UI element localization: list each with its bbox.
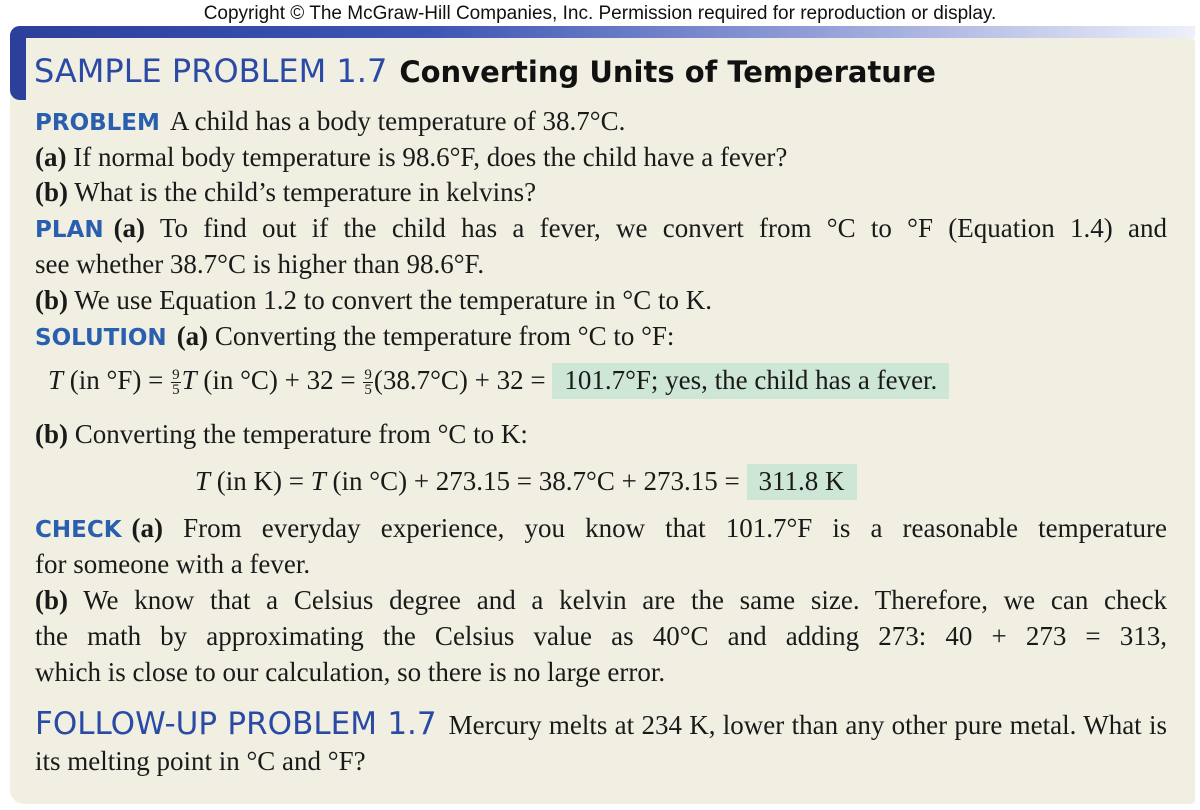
- header-accent-bar: [10, 26, 1195, 38]
- plan-b-tag: (b): [35, 285, 68, 315]
- equation-fahrenheit: [48, 365, 949, 397]
- plan-b-text: We use Equation 1.2 to convert the temperature in °C to K.: [74, 285, 712, 315]
- solution-part-b: [35, 416, 528, 452]
- solution-b-text: Converting the temperature from °C to K:: [74, 419, 528, 449]
- plan-line-2: [35, 246, 484, 282]
- problem-label: PROBLEM: [35, 110, 160, 136]
- check-b-text-2: the math by approximating the Celsius value as 40°C and adding 273: 40 + 273 = 313,: [35, 621, 1167, 651]
- check-line-4: [35, 618, 1167, 654]
- check-line-5: [35, 654, 665, 690]
- check-b-tag: (b): [35, 585, 68, 615]
- problem-line: [35, 103, 625, 141]
- follow-up-title: FOLLOW-UP PROBLEM 1.7: [35, 706, 437, 742]
- check-b-text-1: We know that a Celsius degree and a kelvin are the same size. Therefore, we can check: [83, 585, 1167, 615]
- eq2-answer-highlight: 311.8 K: [747, 464, 857, 500]
- copyright-notice: Copyright © The McGraw-Hill Companies, Inc. Permission required for reproduction or display.: [203, 3, 997, 24]
- check-a-text-1: From everyday experience, you know that 101.7°F is a reasonable temperature: [183, 513, 1168, 543]
- check-b-text-3: which is close to our calculation, so there is no large error.: [35, 657, 666, 687]
- problem-b-tag: (b): [35, 177, 68, 207]
- eq1-t-symbol-2: T: [181, 365, 197, 395]
- eq2-t-symbol: T: [195, 466, 211, 496]
- follow-up-text: Mercury melts at 234 K, lower than any other pure metal. What is its melting point in °C and °F?: [35, 710, 1167, 776]
- follow-up-problem: [35, 706, 1167, 779]
- eq1-t-symbol: T: [48, 365, 64, 395]
- equation-kelvin: [195, 466, 857, 497]
- eq1-mid: (in °C) + 32 =: [203, 365, 363, 395]
- plan-label: PLAN: [35, 217, 104, 243]
- problem-part-b: [35, 174, 536, 210]
- check-line-1: [35, 510, 1167, 548]
- solution-a-text: Converting the temperature from °C to °F:: [214, 321, 675, 351]
- sample-problem-title: [34, 52, 936, 90]
- eq2-mid: (in °C) + 273.15 = 38.7°C + 273.15 =: [332, 466, 747, 496]
- eq1-lhs: (in °F) =: [69, 365, 171, 395]
- problem-b-text: What is the child’s temperature in kelvins?: [74, 177, 537, 207]
- plan-part-b: [35, 282, 712, 318]
- solution-b-tag: (b): [35, 419, 68, 449]
- plan-line-1: [35, 210, 1167, 248]
- solution-line: [35, 318, 674, 356]
- plan-a-text-1: To find out if the child has a fever, we convert from °C to °F (Equation 1.4) and: [159, 213, 1167, 243]
- solution-label: SOLUTION: [35, 325, 167, 351]
- eq2-t-symbol-2: T: [310, 466, 326, 496]
- eq1-fraction-1: $\frac{9}{5}$: [172, 367, 180, 399]
- solution-a-tag: (a): [176, 321, 209, 351]
- check-label: CHECK: [35, 517, 122, 543]
- problem-a-tag: (a): [35, 142, 67, 172]
- problem-part-a: [35, 139, 787, 175]
- eq1-answer-highlight: 101.7°F; yes, the child has a fever.: [552, 363, 949, 399]
- sample-problem-number: SAMPLE PROBLEM 1.7: [34, 52, 388, 90]
- sample-problem-topic: Converting Units of Temperature: [399, 55, 936, 89]
- problem-a-text: If normal body temperature is 98.6°F, does the child have a fever?: [73, 142, 788, 172]
- eq2-lhs: (in K) =: [216, 466, 311, 496]
- check-line-2: [35, 546, 310, 582]
- eq1-rhs: (38.7°C) + 32 =: [373, 365, 553, 395]
- check-line-3: [35, 582, 1167, 618]
- plan-a-text-2: see whether 38.7°C is higher than 98.6°F.: [35, 249, 485, 279]
- check-a-tag: (a): [131, 513, 164, 543]
- check-a-text-2: for someone with a fever.: [35, 549, 311, 579]
- header-side-tab: [10, 26, 26, 100]
- problem-text: A child has a body temperature of 38.7°C.: [169, 106, 626, 136]
- eq1-fraction-2: $\frac{9}{5}$: [364, 367, 372, 399]
- plan-a-tag: (a): [113, 213, 146, 243]
